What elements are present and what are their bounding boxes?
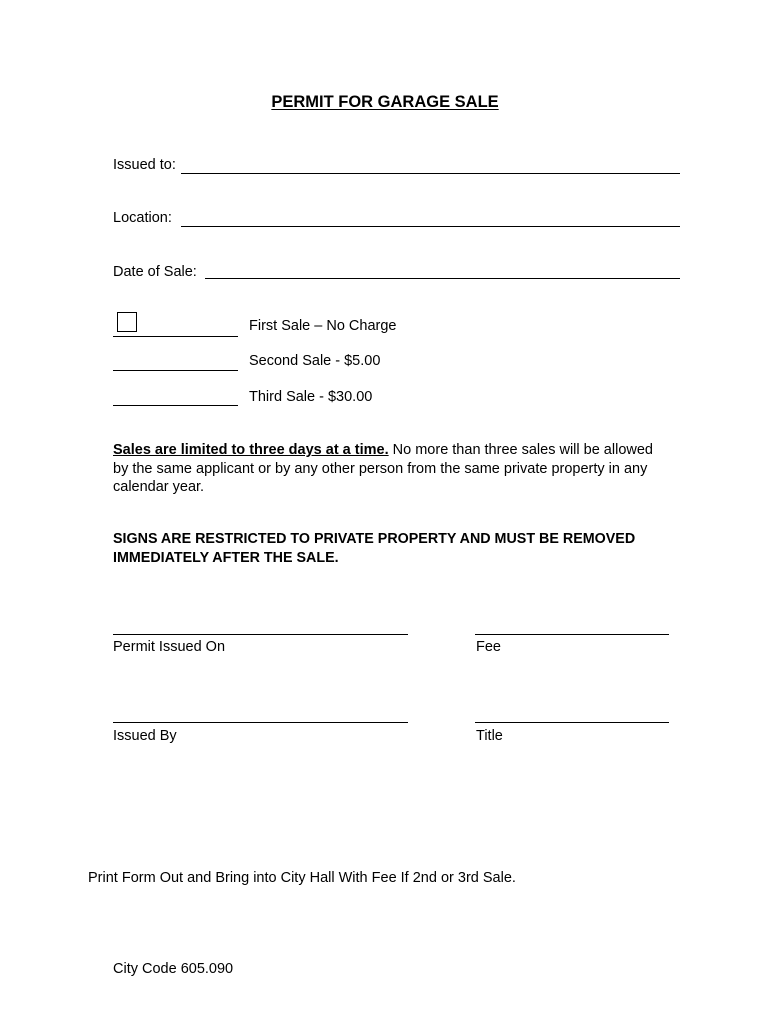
date-of-sale-label: Date of Sale: (113, 264, 197, 280)
sale-limit-text: No more than three sales will be allowed by the same applicant or by any other person from the same private property in any calendar year. (113, 442, 653, 495)
issued-to-label: Issued to: (113, 157, 176, 173)
third-sale-label: Third Sale - $30.00 (249, 389, 373, 405)
issued-by-label: Issued By (113, 728, 177, 744)
first-sale-checkbox[interactable] (117, 312, 137, 332)
fee-label: Fee (476, 639, 501, 655)
page-title: PERMIT FOR GARAGE SALE (271, 93, 499, 111)
location-line[interactable] (181, 226, 680, 227)
issued-to-line[interactable] (181, 173, 680, 174)
first-sale-line[interactable] (113, 336, 238, 337)
location-label: Location: (113, 210, 172, 226)
signs-notice: SIGNS ARE RESTRICTED TO PRIVATE PROPERTY AND MUST BE REMOVED IMMEDIATELY AFTER THE SALE. (113, 531, 636, 566)
sale-limit-paragraph (113, 441, 653, 497)
first-sale-label: First Sale – No Charge (249, 318, 397, 334)
city-code: City Code 605.090 (113, 961, 234, 977)
third-sale-line[interactable] (113, 405, 238, 406)
permit-issued-on-label: Permit Issued On (113, 639, 226, 655)
permit-issued-on-line[interactable] (113, 634, 408, 635)
issued-by-line[interactable] (113, 722, 408, 723)
second-sale-label: Second Sale - $5.00 (249, 353, 381, 369)
fee-line[interactable] (475, 634, 669, 635)
print-instruction: Print Form Out and Bring into City Hall With Fee If 2nd or 3rd Sale. (88, 870, 516, 886)
second-sale-line[interactable] (113, 370, 238, 371)
title-label: Title (476, 728, 503, 744)
date-of-sale-line[interactable] (205, 278, 680, 279)
sale-limit-lead: Sales are limited to three days at a time. (113, 442, 389, 458)
title-line[interactable] (475, 722, 669, 723)
